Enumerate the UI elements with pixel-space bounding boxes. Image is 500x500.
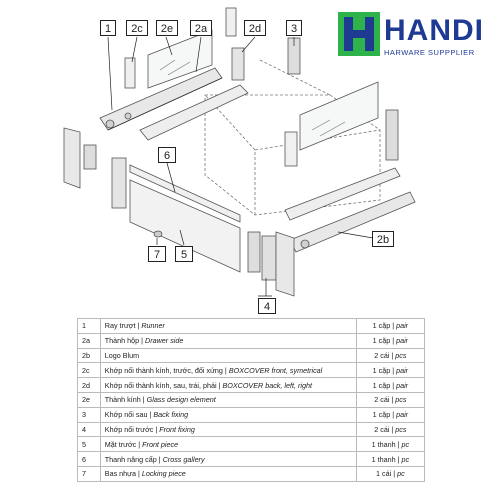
callout-2b: 2b bbox=[372, 231, 394, 247]
part-description: Thành kính | Glass design element bbox=[100, 392, 356, 407]
table-row bbox=[78, 348, 425, 363]
part-quantity: 1 thanh | pc bbox=[356, 452, 424, 467]
part-quantity: 1 cặp | pair bbox=[356, 363, 424, 378]
part-qty-vi: 1 thanh bbox=[371, 439, 396, 449]
part-qty-vi: 2 cái bbox=[374, 395, 390, 405]
part-unit-en: pcs bbox=[395, 395, 407, 405]
part-description: Khớp nối thành kính, sau, trái, phải | BOXCOVER back, left, right bbox=[100, 378, 356, 393]
part-qty-vi: 1 cặp bbox=[372, 410, 391, 420]
part-name-en: Runner bbox=[141, 321, 165, 331]
part-name-vi: Mặt trước bbox=[104, 439, 137, 449]
part-name-vi: Thành hộp bbox=[104, 336, 140, 346]
part-unit-en: pair bbox=[396, 380, 409, 390]
table-row bbox=[78, 466, 425, 481]
table-row bbox=[78, 437, 425, 452]
front-fixing bbox=[248, 232, 260, 272]
part-number: 1 bbox=[78, 319, 101, 334]
callout-4: 4 bbox=[258, 298, 276, 314]
part-quantity: 2 cái | pcs bbox=[356, 348, 424, 363]
front-panel-left bbox=[64, 128, 80, 188]
part-number: 7 bbox=[78, 466, 101, 481]
part-number: 2c bbox=[78, 363, 101, 378]
table-row bbox=[78, 363, 425, 378]
table-row bbox=[78, 407, 425, 422]
part-description: Thành hộp | Drawer side bbox=[100, 333, 356, 348]
handi-logo bbox=[338, 10, 488, 62]
part-number: 6 bbox=[78, 452, 101, 467]
part-name-en: Locking piece bbox=[141, 469, 186, 479]
part-quantity: 1 cặp | pair bbox=[356, 333, 424, 348]
table-row bbox=[78, 333, 425, 348]
part-name-en: Glass design element bbox=[146, 395, 216, 405]
part-description: Khớp nối sau | Back fixing bbox=[100, 407, 356, 422]
part-unit-en: pc bbox=[397, 469, 405, 479]
part-qty-vi: 1 cặp bbox=[372, 380, 391, 390]
table-row bbox=[78, 319, 425, 334]
part-description: Thanh nâng cấp | Cross gallery bbox=[100, 452, 356, 467]
part-unit-en: pair bbox=[396, 321, 409, 331]
part-number: 4 bbox=[78, 422, 101, 437]
part-qty-vi: 2 cái bbox=[374, 424, 390, 434]
part-unit-en: pair bbox=[396, 410, 409, 420]
part-number: 5 bbox=[78, 437, 101, 452]
parts-table bbox=[77, 318, 425, 482]
part-name-en: Cross gallery bbox=[162, 454, 205, 464]
callout-2c: 2c bbox=[126, 20, 148, 36]
part-qty-vi: 1 cái bbox=[376, 469, 392, 479]
part-unit-en: pcs bbox=[395, 424, 407, 434]
part-qty-vi: 1 thanh bbox=[371, 454, 396, 464]
brand-name: HANDI bbox=[384, 14, 484, 47]
part-name-en: BOXCOVER back, left, right bbox=[222, 380, 312, 390]
part-unit-en: pair bbox=[396, 365, 409, 375]
locking-piece bbox=[154, 231, 162, 237]
part-unit-en: pc bbox=[401, 454, 410, 464]
part-number: 2b bbox=[78, 348, 101, 363]
part-number: 2a bbox=[78, 333, 101, 348]
table-row bbox=[78, 378, 425, 393]
callout-2e: 2e bbox=[156, 20, 178, 36]
table-row bbox=[78, 452, 425, 467]
part-name-vi: Khớp nối sau bbox=[104, 410, 148, 420]
handi-logo-mark-icon bbox=[338, 12, 380, 56]
callout-5: 5 bbox=[175, 246, 193, 262]
part-number: 2e bbox=[78, 392, 101, 407]
part-name-en: Drawer side bbox=[145, 336, 184, 346]
part-unit-en: pair bbox=[396, 336, 409, 346]
part-qty-vi: 1 cặp bbox=[372, 336, 391, 346]
part-name-en: Front piece bbox=[142, 439, 179, 449]
boxcover-front bbox=[125, 58, 135, 88]
part-qty-vi: 2 cái bbox=[374, 350, 390, 360]
part-description: Bas nhựa | Locking piece bbox=[100, 466, 356, 481]
part-name-vi: Logo Blum bbox=[104, 350, 140, 360]
part-name-vi: Thành kính bbox=[104, 395, 141, 405]
part-name-vi: Bas nhựa bbox=[104, 469, 136, 479]
callout-2a: 2a bbox=[190, 20, 212, 36]
part-name-vi: Thanh nâng cấp bbox=[104, 454, 157, 464]
part-name-en: Back fixing bbox=[153, 410, 189, 420]
part-quantity: 2 cái | pcs bbox=[356, 392, 424, 407]
part-name-vi: Khớp nối trước bbox=[104, 424, 154, 434]
part-description: Ray trượt | Runner bbox=[100, 319, 356, 334]
part-description bbox=[100, 348, 356, 363]
callout-3: 3 bbox=[286, 20, 302, 36]
part-quantity: 1 thanh | pc bbox=[356, 437, 424, 452]
glass-panel-right bbox=[300, 82, 378, 150]
part-number: 2d bbox=[78, 378, 101, 393]
part-quantity: 1 cặp | pair bbox=[356, 319, 424, 334]
part-name-vi: Ray trượt bbox=[104, 321, 136, 331]
callout-7: 7 bbox=[148, 246, 166, 262]
table-row bbox=[78, 392, 425, 407]
part-qty-vi: 1 cặp bbox=[372, 365, 391, 375]
part-qty-vi: 1 cặp bbox=[372, 321, 391, 331]
brand-tagline: HARWARE SUPPPLIER bbox=[384, 48, 475, 57]
callout-6: 6 bbox=[158, 147, 176, 163]
part-quantity: 2 cái | pcs bbox=[356, 422, 424, 437]
part-description: Mặt trước | Front piece bbox=[100, 437, 356, 452]
part-name-vi: Khớp nối thành kính, sau, trái, phải bbox=[104, 380, 217, 390]
part-description: Khớp nối thành kính, trước, đối xứng | BOXCOVER front, symetrical bbox=[100, 363, 356, 378]
boxcover-back bbox=[232, 48, 244, 80]
part-number: 3 bbox=[78, 407, 101, 422]
part-unit-en: pc bbox=[401, 439, 410, 449]
part-quantity: 1 cái | pc bbox=[356, 466, 424, 481]
part-name-vi: Khớp nối thành kính, trước, đối xứng bbox=[104, 365, 223, 375]
part-unit-en: pcs bbox=[395, 350, 407, 360]
part-description: Khớp nối trước | Front fixing bbox=[100, 422, 356, 437]
callout-2d: 2d bbox=[244, 20, 266, 36]
part-quantity: 1 cặp | pair bbox=[356, 378, 424, 393]
part-name-en: BOXCOVER front, symetrical bbox=[228, 365, 323, 375]
part-quantity: 1 cặp | pair bbox=[356, 407, 424, 422]
table-row bbox=[78, 422, 425, 437]
part-name-en: Front fixing bbox=[159, 424, 195, 434]
callout-1: 1 bbox=[100, 20, 116, 36]
